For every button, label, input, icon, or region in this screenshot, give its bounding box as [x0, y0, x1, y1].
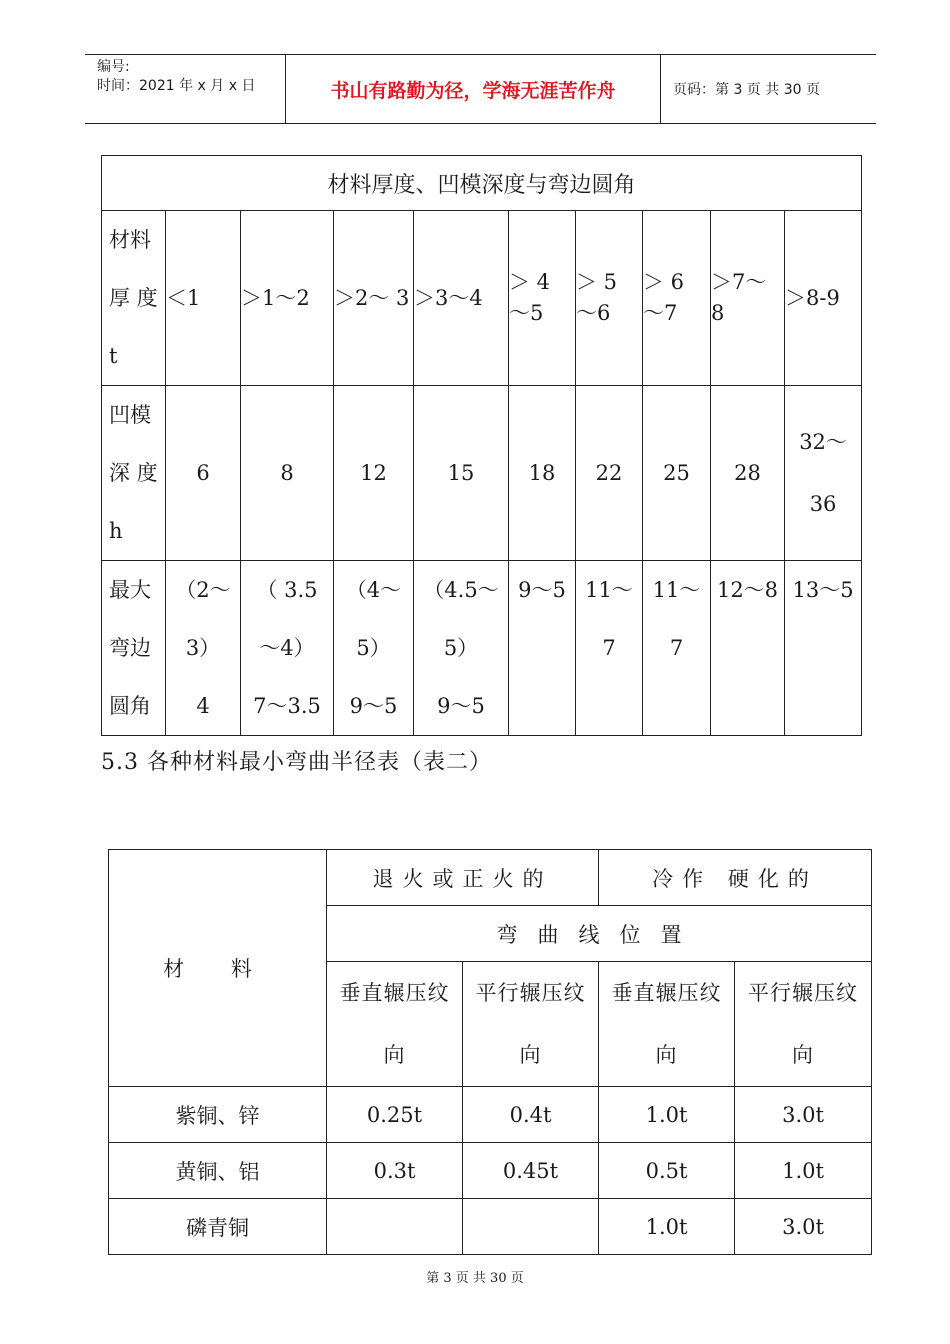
radius-value: 3.0t	[735, 1087, 872, 1143]
material-header: 材 料	[109, 850, 327, 1087]
header-motto: 书山有路勤为径，学海无涯苦作舟	[286, 55, 661, 123]
thickness-cell: ＞8-9	[785, 211, 862, 386]
depth-cell: 22	[576, 386, 643, 561]
material-name: 黄铜、铝	[109, 1143, 327, 1199]
radius-cell: 13～5	[785, 561, 862, 736]
radius-value: 0.3t	[327, 1143, 463, 1199]
radius-value	[327, 1199, 463, 1255]
radius-value: 1.0t	[735, 1143, 872, 1199]
section-title: 5.3 各种材料最小弯曲半径表（表二）	[101, 750, 492, 775]
direction-header: 垂直辗压纹 向	[327, 962, 463, 1087]
thickness-cell: ＞2～ 3	[334, 211, 414, 386]
radius-cell: 9～5	[509, 561, 576, 736]
radius-value	[463, 1199, 599, 1255]
radius-value: 3.0t	[735, 1199, 872, 1255]
radius-value: 0.25t	[327, 1087, 463, 1143]
header-page-info: 页码：第 3 页 共 30 页	[673, 82, 820, 98]
radius-cell: （4.5～ 5） 9～5	[414, 561, 509, 736]
row-header-radius: 最大 弯边 圆角	[102, 561, 166, 736]
radius-cell: 11～ 7	[576, 561, 643, 736]
radius-cell: 12～8	[711, 561, 785, 736]
direction-header: 平行辗压纹 向	[463, 962, 599, 1087]
direction-header: 垂直辗压纹 向	[599, 962, 735, 1087]
bend-line-position-header: 弯曲线位置	[327, 906, 872, 962]
thickness-cell: ＞ 6 ～7	[643, 211, 711, 386]
radius-value: 0.45t	[463, 1143, 599, 1199]
radius-cell: 11～ 7	[643, 561, 711, 736]
thickness-depth-table	[101, 155, 862, 736]
depth-cell: 18	[509, 386, 576, 561]
radius-cell: （ 3.5 ～4） 7～3.5	[241, 561, 334, 736]
thickness-cell: ＞1～2	[241, 211, 334, 386]
annealed-header: 退火或正火的	[327, 850, 599, 906]
depth-cell: 12	[334, 386, 414, 561]
radius-value: 0.4t	[463, 1087, 599, 1143]
thickness-cell: ＞ 5 ～6	[576, 211, 643, 386]
radius-value: 1.0t	[599, 1199, 735, 1255]
radius-cell: （2～ 3） 4	[166, 561, 241, 736]
page-header	[85, 54, 876, 124]
thickness-cell: ＜1	[166, 211, 241, 386]
depth-cell: 28	[711, 386, 785, 561]
radius-value: 1.0t	[599, 1087, 735, 1143]
depth-cell: 6	[166, 386, 241, 561]
thickness-cell: ＞ 4 ～5	[509, 211, 576, 386]
radius-cell: （4～ 5） 9～5	[334, 561, 414, 736]
thickness-cell: ＞7～ 8	[711, 211, 785, 386]
row-header-thickness: 材料 厚 度 t	[102, 211, 166, 386]
depth-cell: 32～ 36	[785, 386, 862, 561]
depth-cell: 8	[241, 386, 334, 561]
serial-label: 编号:	[97, 59, 130, 75]
page-footer: 第 3 页 共 30 页	[426, 1271, 524, 1286]
material-name: 磷青铜	[109, 1199, 327, 1255]
depth-cell: 25	[643, 386, 711, 561]
direction-header: 平行辗压纹 向	[735, 962, 872, 1087]
row-header-depth: 凹模 深 度 h	[102, 386, 166, 561]
radius-value: 0.5t	[599, 1143, 735, 1199]
depth-cell: 15	[414, 386, 509, 561]
thickness-cell: ＞3～4	[414, 211, 509, 386]
time-label: 时间：2021 年 x 月 x 日	[97, 78, 256, 94]
cold-worked-header: 冷作 硬化的	[599, 850, 872, 906]
bend-radius-table	[108, 849, 872, 1255]
table1-caption: 材料厚度、凹模深度与弯边圆角	[102, 156, 862, 211]
material-name: 紫铜、锌	[109, 1087, 327, 1143]
header-meta	[85, 55, 286, 123]
